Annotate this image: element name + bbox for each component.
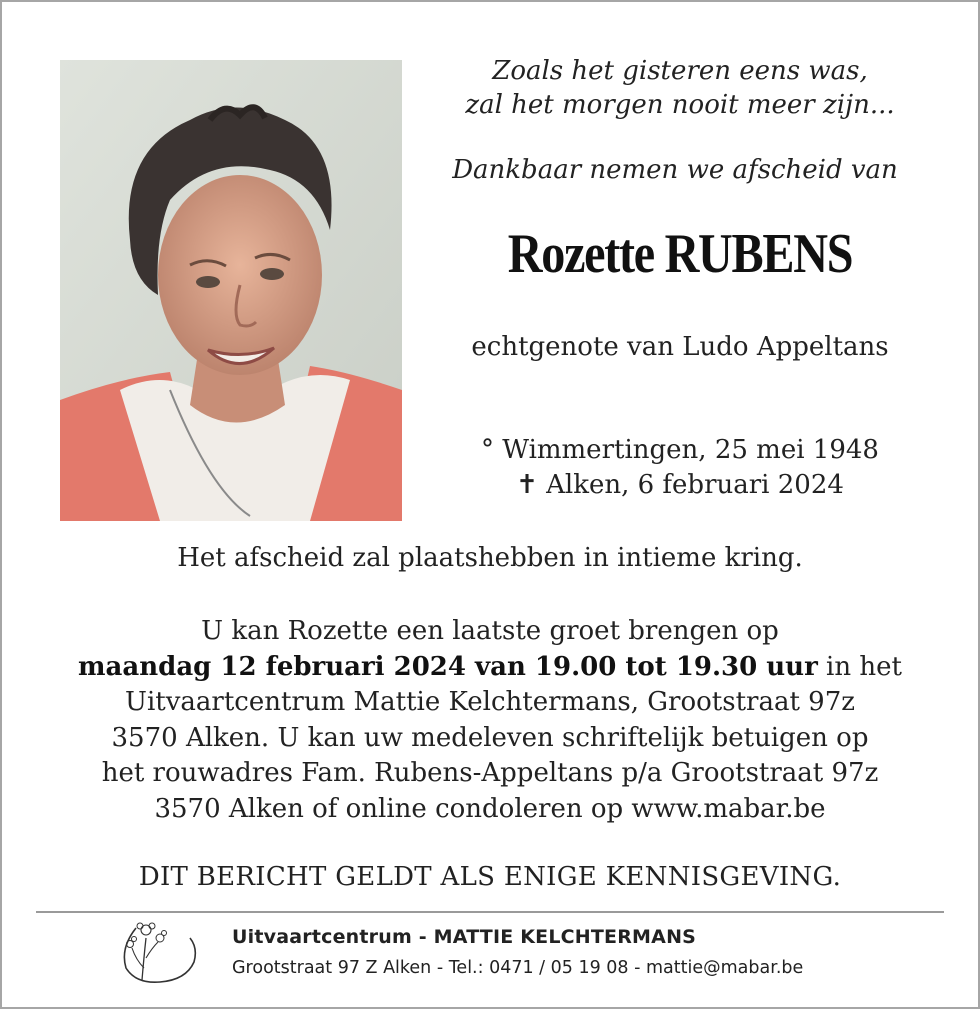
visitation-paragraph [20,614,960,828]
footer-address: Grootstraat 97 Z Alken - Tel.: 0471 / 05 19 08 - mattie@mabar.be [232,958,804,978]
quote-line-2: zal het morgen nooit meer zijn... [465,90,895,120]
flower-logo-icon [116,918,198,986]
notice-line: DIT BERICHT GELDT ALS ENIGE KENNISGEVING. [138,862,842,892]
quote-line-1: Zoals het gisteren eens was, [492,56,868,86]
visitation-line-2 [20,650,960,686]
ceremony-line: Het afscheid zal plaatshebben in intieme kring. [177,543,803,573]
visitation-date: maandag 12 februari 2024 van 19.00 tot 19.30 uur [78,651,818,682]
footer-company: Uitvaartcentrum - MATTIE KELCHTERMANS [232,926,697,948]
visitation-line-5: het rouwadres Fam. Rubens-Appeltans p/a Grootstraat 97z [101,758,879,789]
death-line: ✝ Alken, 6 februari 2024 [516,470,844,500]
spouse-line: echtgenote van Ludo Appeltans [471,332,889,362]
deceased-name: Rozette RUBENS [507,223,853,285]
intro-line: Dankbaar nemen we afscheid van [452,155,898,185]
portrait-photo [60,60,402,521]
visitation-location-lead: in het [817,651,902,682]
visitation-line-3: Uitvaartcentrum Mattie Kelchtermans, Grootstraat 97z [125,687,855,718]
visitation-line-4: 3570 Alken. U kan uw medeleven schriftelijk betuigen op [111,722,869,753]
footer-divider [36,911,944,913]
visitation-line-1: U kan Rozette een laatste groet brengen op [201,616,779,646]
birth-line: ° Wimmertingen, 25 mei 1948 [481,435,879,465]
visitation-line-6: 3570 Alken of online condoleren op www.mabar.be [154,793,826,824]
